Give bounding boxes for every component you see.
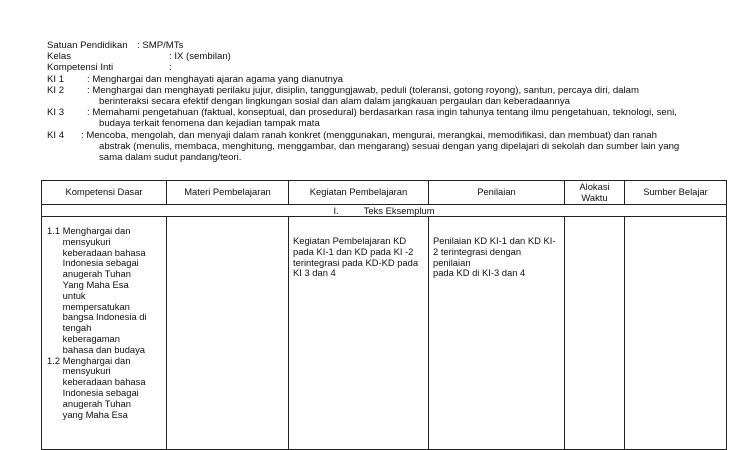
- section-row: [42, 205, 727, 217]
- kd-text: [63, 356, 162, 421]
- kompetensi-row: [47, 62, 727, 73]
- kd-line: yang Maha Esa: [62, 408, 128, 420]
- kd-line: mensyukuri: [62, 235, 111, 247]
- kompetensi-value: :: [169, 62, 172, 74]
- col-alokasi: Alokasi Waktu: [565, 181, 625, 205]
- table-row: [42, 217, 727, 450]
- col-penilaian: Penilaian: [429, 181, 565, 205]
- kd-line: anugerah Tuhan: [62, 397, 131, 409]
- kegiatan-line: terintegrasi pada KD-KD pada: [293, 256, 419, 268]
- kd-1-1: [47, 226, 162, 356]
- kd-number: 1.2: [47, 354, 61, 366]
- kd-line: Indonesia sebagai: [62, 386, 139, 398]
- col-kegiatan: Kegiatan Pembelajaran: [289, 181, 429, 205]
- penilaian-cell: [429, 217, 565, 450]
- kd-line: Menghargai dan: [62, 225, 131, 236]
- ki3-row: [47, 107, 727, 118]
- kelas-label: Kelas: [47, 51, 71, 63]
- kd-line: Yang Maha Esa: [62, 278, 129, 290]
- ki1-text: : Menghargai dan menghayati ajaran agama yang dianutnya: [87, 73, 344, 85]
- penilaian-line: Penilaian KD KI-1 dan KD KI-: [433, 235, 556, 246]
- ki4-text-cont: abstrak (menulis, membaca, menghitung, menggambar, dan mengarang) sesuai dengan yang dipelajari di sekolah dan sumber lain yang: [99, 140, 680, 152]
- ki1-row: [47, 74, 727, 85]
- kelas-value: : IX (sembilan): [169, 51, 231, 63]
- satuan-label: Satuan Pendidikan: [47, 40, 128, 51]
- kd-line: mensyukuri: [62, 365, 111, 377]
- ki4-code: KI 4: [47, 129, 65, 141]
- ki1-code: KI 1: [47, 73, 65, 85]
- kd-number: 1.1: [47, 225, 61, 236]
- materi-cell: [167, 217, 289, 450]
- section-title: Teks Eksemplum: [363, 205, 435, 216]
- kd-line: bahasa dan budaya: [62, 343, 146, 355]
- ki4-text: : Mencoba, mengolah, dan menyaji dalam ranah konkret (menggunakan, mengurai, merangkai, memodifikasi, dan membuat) dan ranah: [81, 129, 657, 141]
- kegiatan-line: KI 3 dan 4: [293, 267, 336, 279]
- kd-1-2: [47, 356, 162, 421]
- penilaian-line: 2 terintegrasi dengan penilaian: [433, 245, 522, 268]
- ki3-text-cont: budaya terkait fenomena dan kejadian tampak mata: [99, 118, 320, 130]
- ki2-code: KI 2: [47, 84, 65, 96]
- col-kompetensi-dasar: Kompetensi Dasar: [42, 181, 167, 205]
- kd-line: keberadaan bahasa: [62, 376, 146, 388]
- kd-line: Menghargai dan: [62, 354, 131, 366]
- kd-text: [63, 226, 162, 356]
- kegiatan-line: pada KI-1 dan KD pada KI -2: [293, 245, 414, 257]
- kd-line: Indonesia sebagai: [62, 257, 139, 269]
- satuan-row: [47, 40, 727, 51]
- kegiatan-line: Kegiatan Pembelajaran KD: [293, 235, 407, 246]
- kd-line: mempersatukan: [62, 300, 130, 312]
- ki4-row: [47, 130, 727, 141]
- kompetensi-label: Kompetensi Inti: [47, 62, 114, 74]
- ki2-text: : Menghargai dan menghayati perilaku jujur, disiplin, tanggungjawab, peduli (toleransi, gotong royong), santun, percaya diri, dalam: [87, 84, 639, 96]
- ki3-code: KI 3: [47, 107, 65, 119]
- ki3-text: : Memahami pengetahuan (faktual, konseptual, dan prosedural) berdasarkan rasa ingin tahunya tentang ilmu pengetahuan, teknologi, seni,: [87, 107, 677, 119]
- section-number: I.: [333, 205, 339, 216]
- ki4-text-cont2: sama dalam sudut pandang/teori.: [99, 151, 242, 163]
- kd-line: tengah: [62, 322, 92, 334]
- document-header: [47, 40, 727, 163]
- kd-cell: [42, 217, 167, 450]
- ki2-row: [47, 85, 727, 96]
- col-materi: Materi Pembelajaran: [167, 181, 289, 205]
- section-title-cell: [42, 205, 727, 217]
- kd-line: anugerah Tuhan: [62, 268, 131, 280]
- kelas-row: [47, 51, 727, 62]
- penilaian-line: pada KD di KI-3 dan 4: [433, 267, 526, 279]
- kegiatan-cell: [289, 217, 429, 450]
- table-header-row: [42, 181, 727, 205]
- kd-line: keberagaman: [62, 332, 120, 344]
- kd-line: keberadaan bahasa: [62, 246, 146, 258]
- satuan-value: : SMP/MTs: [137, 40, 184, 51]
- ki2-text-cont: berinteraksi secara efektif dengan lingkungan sosial dan alam dalam jangkauan pergaulan dan keberadaannya: [99, 95, 570, 107]
- alokasi-cell: [565, 217, 625, 450]
- col-sumber: Sumber Belajar: [625, 181, 727, 205]
- silabus-table: [41, 180, 727, 450]
- sumber-cell: [625, 217, 727, 450]
- kd-line: bangsa Indonesia di: [62, 311, 147, 323]
- kd-line: untuk: [62, 289, 86, 301]
